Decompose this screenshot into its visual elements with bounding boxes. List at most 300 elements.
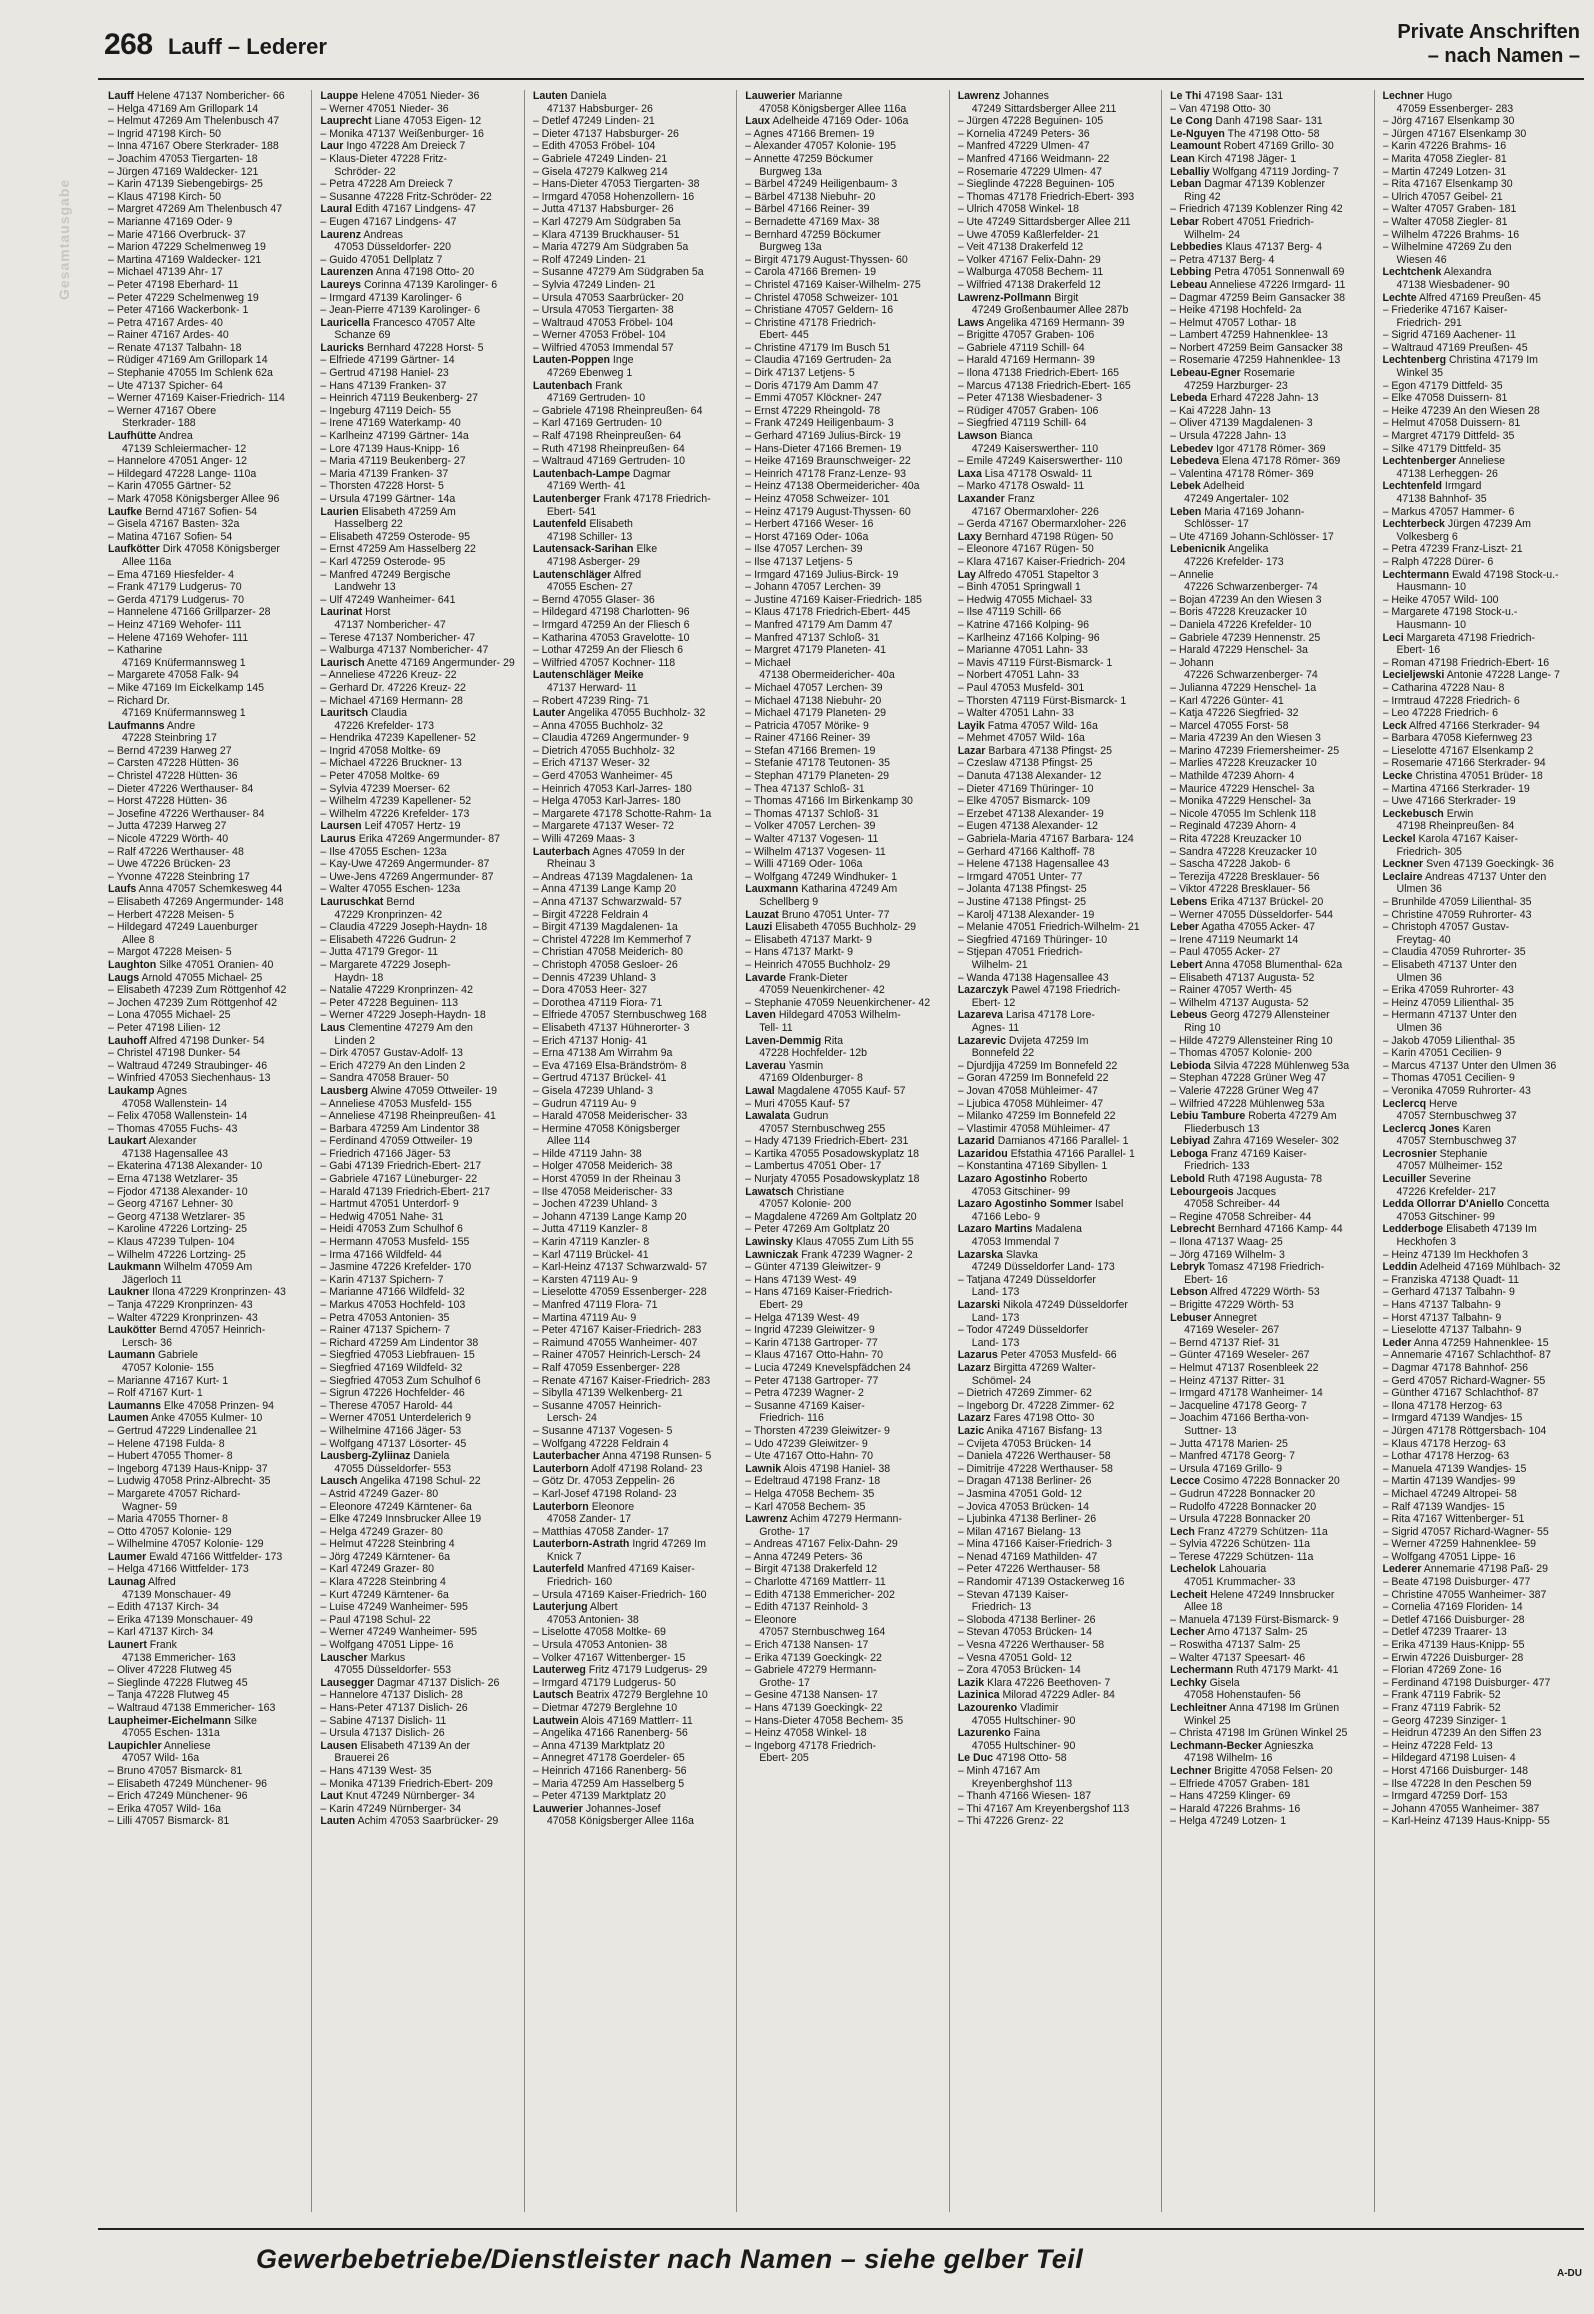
entry-text: – Monika 47229 Henschel- 3a [1170, 795, 1311, 808]
directory-entry [533, 619, 730, 632]
directory-entry [533, 128, 730, 141]
directory-entry [745, 392, 942, 405]
entry-text: – Erich 47279 An den Linden 2 [320, 1059, 466, 1072]
entry-surname: Lechelok [1170, 1563, 1217, 1576]
directory-entry [1383, 770, 1580, 783]
entry-text: – Rainer 47057 Heinrich-Lersch- 24 [532, 1349, 701, 1362]
entry-text: 47226 Schwarzenberger- 74 [1184, 669, 1318, 682]
entry-text: Suttner- 13 [1184, 1424, 1237, 1437]
directory-entry [533, 858, 730, 871]
directory-entry [533, 1060, 730, 1073]
directory-entry [108, 732, 305, 745]
entry-surname: Lauff [108, 90, 134, 102]
directory-entry [1383, 1312, 1580, 1325]
entry-text: – Bernhard 47259 Böckumer [745, 228, 881, 241]
directory-entry [1170, 1324, 1367, 1337]
entry-text: Alexandra [1441, 266, 1492, 279]
directory-entry [320, 669, 517, 682]
directory-entry [745, 543, 942, 556]
directory-entry [533, 1727, 730, 1740]
directory-entry [533, 1702, 730, 1715]
entry-text: Land- 173 [971, 1286, 1020, 1299]
entry-text: – Helmut 47228 Steinbring 4 [320, 1538, 455, 1551]
directory-entry [1383, 745, 1580, 758]
entry-text: – Paul 47053 Musfeld- 301 [957, 681, 1085, 694]
entry-text: – Erna 47138 Am Wirrahm 9a [532, 1047, 673, 1060]
entry-text: – Gerhard 47137 Talbahn- 9 [1382, 1286, 1515, 1299]
entry-text: 47057 Kolonie- 200 [759, 1198, 852, 1211]
directory-entry [958, 972, 1155, 985]
entry-text: Stephanie [1436, 1147, 1488, 1160]
directory-entry [1170, 1463, 1367, 1476]
entry-text: Karola 47167 Kaiser- [1415, 833, 1518, 846]
entry-text: Karen [1459, 1122, 1491, 1135]
directory-entry [320, 1689, 517, 1702]
directory-entry [533, 140, 730, 153]
directory-entry [1383, 1375, 1580, 1388]
entry-text: – Marcel 47055 Forst- 58 [1170, 719, 1289, 732]
entry-text: – Ingeborg 47178 Friedrich- [745, 1739, 877, 1752]
entry-text: – Norbert 47051 Lahn- 33 [957, 669, 1080, 682]
entry-text: – Sandra 47228 Kreuzacker 10 [1170, 845, 1317, 858]
entry-text: Allee 8 [122, 933, 155, 946]
entry-text: Gisela [1206, 1676, 1240, 1689]
directory-entry [1383, 846, 1580, 859]
directory-entry [533, 468, 730, 481]
entry-text: – Ferdinand 47198 Duisburger- 477 [1382, 1676, 1551, 1689]
entry-text: – Erika 47057 Wild- 16a [108, 1802, 222, 1815]
entry-text: – Ralf 47059 Essenberger- 228 [532, 1361, 681, 1374]
entry-text: – Jörg 47167 Elsenkamp 30 [1382, 115, 1515, 128]
directory-entry [533, 1639, 730, 1652]
entry-surname: Lechtenberg [1382, 354, 1447, 367]
entry-text: – Waltraud 47169 Preußen- 45 [1382, 341, 1528, 354]
directory-entry [1170, 896, 1367, 909]
directory-entry [745, 430, 942, 443]
directory-entry [1383, 342, 1580, 355]
directory-entry [108, 1009, 305, 1022]
entry-text: Elisabeth [586, 518, 633, 531]
directory-entry [1383, 279, 1580, 292]
directory-entry [1383, 1123, 1580, 1136]
directory-entry [320, 682, 517, 695]
entry-text: – Monika 47137 Weißenburger- 16 [320, 127, 484, 140]
directory-entry [1170, 1563, 1367, 1576]
directory-entry [958, 392, 1155, 405]
entry-surname: Lazarski [957, 1299, 1001, 1311]
directory-entry [533, 732, 730, 745]
directory-entry [1170, 1060, 1367, 1073]
entry-surname: Lazarus [957, 1349, 998, 1362]
entry-text: – Maria 47055 Thorner- 8 [108, 1513, 228, 1526]
entry-text: – Charlotte 47169 Mattlerr- 11 [745, 1576, 886, 1589]
directory-entry [745, 707, 942, 720]
entry-text: – Thomas 47055 Fuchs- 43 [108, 1122, 238, 1135]
entry-text: – Werner 47259 Hahnenklee- 59 [1382, 1538, 1537, 1551]
directory-entry [533, 745, 730, 758]
entry-surname: Lecrosnier [1382, 1147, 1437, 1160]
entry-text: – Rainer 47057 Werth- 45 [1170, 984, 1292, 997]
directory-entry [958, 808, 1155, 821]
entry-text: – Gabriele 47279 Hermann- [745, 1664, 877, 1677]
entry-text: Elke [633, 543, 658, 556]
directory-entry [320, 1211, 517, 1224]
directory-entry [745, 1652, 942, 1665]
entry-text: – Thomas 47166 Im Birkenkamp 30 [745, 795, 913, 808]
entry-surname: Laufkötter [108, 543, 160, 556]
directory-entry [320, 1538, 517, 1551]
entry-text: – Gudrun 47119 Au- 9 [532, 1097, 637, 1110]
entry-surname: Lautenbach [532, 379, 593, 392]
directory-entry [958, 896, 1155, 909]
entry-surname: Lebedeva [1170, 455, 1219, 468]
directory-entry [533, 518, 730, 531]
directory-entry [1383, 1198, 1580, 1211]
entry-text: – Rita 47228 Kreuzacker 10 [1170, 833, 1302, 846]
directory-entry [745, 1412, 942, 1425]
directory-entry [1170, 959, 1367, 972]
directory-entry [533, 1236, 730, 1249]
entry-text: – Erika 47139 Goeckingk- 22 [745, 1651, 882, 1664]
directory-entry [958, 1072, 1155, 1085]
entry-text: – Christine 47179 Im Busch 51 [745, 341, 891, 354]
directory-entry [958, 569, 1155, 582]
entry-text: – Heinrich 47053 Karl-Jarres- 180 [532, 782, 692, 795]
entry-text: – Rainer 47137 Spichern- 7 [320, 1324, 450, 1337]
entry-text: – Sigrid 47169 Aachener- 11 [1382, 329, 1517, 342]
entry-text: – Bärbel 47138 Niebuhr- 20 [745, 190, 876, 203]
entry-text: 47058 Wallenstein- 14 [122, 1097, 228, 1110]
entry-text: Peter 47053 Musfeld- 66 [997, 1349, 1117, 1362]
entry-text: – Wilhelm 47137 Vogesen- 11 [745, 845, 886, 858]
entry-text: – Nicole 47055 Im Schlenk 118 [1170, 807, 1316, 820]
directory-entry [958, 1715, 1155, 1728]
directory-entry [108, 304, 305, 317]
directory-entry [533, 1425, 730, 1438]
directory-entry [745, 216, 942, 229]
entry-surname: Lauterfeld [532, 1563, 585, 1576]
entry-text: – Egon 47179 Dittfeld- 35 [1382, 379, 1503, 392]
directory-entry [745, 1286, 942, 1299]
directory-entry [320, 556, 517, 569]
entry-text: – Rosemarie 47229 Ulmen- 47 [957, 165, 1102, 178]
entry-text: – Hartmut 47051 Unterdorf- 9 [320, 1198, 459, 1211]
entry-text: – Jasmina 47051 Gold- 12 [957, 1487, 1082, 1500]
entry-text: – Uwe 47059 Kaßlerfelder- 21 [957, 228, 1100, 241]
directory-entry [745, 1387, 942, 1400]
entry-text: Severine [1426, 1173, 1471, 1186]
directory-entry [1170, 480, 1367, 493]
entry-surname: Lauxmann [745, 883, 799, 896]
directory-entry [1383, 556, 1580, 569]
entry-text: – Helga 47058 Bechem- 35 [745, 1487, 875, 1500]
directory-entry [108, 241, 305, 254]
directory-entry [108, 669, 305, 682]
entry-text: – Jürgen 47167 Elsenkamp 30 [1382, 127, 1527, 140]
directory-entry [745, 1752, 942, 1765]
directory-entry [533, 329, 730, 342]
entry-text: – Justine 47169 Kaiser-Friedrich- 185 [745, 593, 922, 606]
entry-text: – Sascha 47228 Jakob- 6 [1170, 858, 1291, 871]
entry-text: 47226 Schwarzenberger- 74 [1184, 581, 1318, 594]
directory-entry [1383, 594, 1580, 607]
entry-text: – Franz 47119 Fabrik- 52 [1382, 1702, 1501, 1714]
directory-entry [1170, 229, 1367, 242]
directory-entry [1383, 1601, 1580, 1614]
directory-entry [108, 1551, 305, 1564]
entry-text: – Ute 47167 Otto-Hahn- 70 [745, 1450, 874, 1463]
entry-surname: Lausen [320, 1739, 358, 1752]
directory-entry [320, 1148, 517, 1161]
entry-text: Andreas [361, 228, 403, 241]
directory-entry [320, 1752, 517, 1765]
entry-text: Christiane [793, 1185, 845, 1198]
directory-entry [533, 1148, 730, 1161]
entry-text: – Elisabeth 47137 Markt- 9 [745, 933, 872, 946]
entry-text: Larisa 47178 Lore- [1003, 1009, 1095, 1022]
entry-text: Achim 47279 Hermann- [787, 1513, 902, 1526]
directory-entry [533, 1047, 730, 1060]
directory-entry [1170, 354, 1367, 367]
entry-text: Andrea [156, 430, 193, 443]
entry-text: – Helmut 47269 Am Thelenbusch 47 [108, 115, 280, 128]
directory-entry [108, 707, 305, 720]
entry-text: – Marie 47166 Overbruck- 37 [108, 228, 246, 241]
entry-text: 47249 Angertaler- 102 [1184, 493, 1289, 505]
entry-text: 47055 Eschen- 27 [546, 581, 633, 594]
entry-text: – Heike 47169 Braunschweiger- 22 [745, 455, 911, 468]
entry-text: – Ingrid 47198 Kirch- 50 [108, 127, 222, 140]
directory-entry [533, 1652, 730, 1665]
entry-text: – Dirk 47137 Letjens- 5 [745, 367, 855, 380]
entry-text: – Hilde 47279 Allensteiner Ring 10 [1170, 1034, 1333, 1047]
entry-text: – Volker 47057 Lerchen- 39 [745, 820, 876, 833]
directory-entry [958, 1324, 1155, 1337]
directory-entry [533, 644, 730, 657]
entry-text: – Heike 47198 Hochfeld- 2a [1170, 304, 1302, 317]
directory-entry [320, 229, 517, 242]
directory-entry [533, 1299, 730, 1312]
entry-surname: Laural [320, 203, 353, 216]
entry-text: – Thomas 47051 Cecilien- 9 [1382, 1072, 1515, 1085]
directory-entry [108, 795, 305, 808]
directory-entry [533, 820, 730, 833]
directory-entry [320, 783, 517, 796]
entry-text: – Christel 47228 Hütten- 36 [108, 770, 238, 783]
directory-entry [108, 1186, 305, 1199]
listing-column [1374, 90, 1586, 2212]
directory-entry [1170, 1312, 1367, 1325]
entry-surname: Lawatsch [745, 1185, 794, 1198]
directory-entry [1383, 1589, 1580, 1602]
directory-entry [745, 632, 942, 645]
directory-entry [745, 417, 942, 430]
directory-entry [1170, 1186, 1367, 1199]
entry-text: – Lieselotte 47167 Elsenkamp 2 [1382, 744, 1534, 757]
entry-text: – Ferdinand 47059 Ottweiler- 19 [320, 1135, 473, 1148]
entry-text: – Christoph 47058 Gesloer- 26 [532, 958, 678, 971]
entry-text: – Hannelore 47137 Dislich- 28 [320, 1689, 463, 1702]
entry-text: – Klaus 47178 Friedrich-Ebert- 445 [745, 606, 911, 619]
entry-surname: Lebens [1170, 896, 1208, 908]
entry-text: Anke 47055 Kulmer- 10 [148, 1412, 263, 1425]
entry-surname: Leci [1382, 631, 1404, 644]
directory-entry [108, 896, 305, 909]
directory-entry [320, 984, 517, 997]
entry-text: – Annelie [1170, 568, 1214, 581]
directory-entry [1170, 695, 1367, 708]
directory-entry [108, 1778, 305, 1791]
directory-entry [320, 203, 517, 216]
directory-entry [1170, 984, 1367, 997]
entry-text: Kreyenberghshof 113 [971, 1777, 1073, 1790]
entry-text: – Marcus 47138 Friedrich-Ebert- 165 [957, 379, 1131, 392]
directory-entry [320, 1085, 517, 1098]
entry-surname: Lautenbach-Lampe [532, 467, 630, 480]
entry-text: – Michael 47169 Hermann- 28 [320, 694, 463, 707]
entry-text: 47057 Kolonie- 155 [122, 1361, 214, 1374]
directory-entry [533, 657, 730, 670]
directory-entry [1170, 795, 1367, 808]
directory-entry [533, 1387, 730, 1400]
directory-entry [958, 229, 1155, 242]
directory-entry [108, 1160, 305, 1173]
directory-entry [745, 1689, 942, 1702]
entry-text: Elke 47058 Prinzen- 94 [160, 1399, 275, 1412]
directory-entry [1383, 581, 1580, 594]
directory-entry [1383, 417, 1580, 430]
directory-entry [1170, 833, 1367, 846]
directory-entry [108, 1211, 305, 1224]
directory-entry [533, 594, 730, 607]
entry-text: – Wolfgang 47228 Feldrain 4 [532, 1437, 669, 1450]
entry-text: – Ingrid 47239 Gleiwitzer- 9 [745, 1324, 875, 1337]
entry-text: Daniela [567, 90, 607, 102]
directory-entry [320, 896, 517, 909]
directory-entry [320, 480, 517, 493]
directory-entry [320, 959, 517, 972]
entry-surname: Laxy [957, 530, 982, 543]
entry-text: – Margot 47228 Meisen- 5 [108, 946, 232, 959]
directory-entry [533, 1614, 730, 1627]
entry-text: – Wanda 47138 Hagensallee 43 [957, 971, 1109, 984]
entry-text: – Jürgen 47228 Beguinen- 105 [957, 115, 1104, 128]
directory-entry [533, 1274, 730, 1287]
entry-text: – Emmi 47057 Klöckner- 247 [745, 392, 882, 405]
directory-entry [1383, 1211, 1580, 1224]
entry-text: – Georg 47239 Sinziger- 1 [1382, 1714, 1507, 1727]
entry-text: – Heinz 47137 Ritter- 31 [1170, 1374, 1285, 1387]
entry-text: Alfred 47169 Preußen- 45 [1416, 291, 1541, 304]
entry-text: Lahouaria [1216, 1563, 1267, 1576]
entry-surname: Laukmann [108, 1261, 161, 1274]
directory-entry [320, 241, 517, 254]
entry-text: – Klara 47139 Bruckhauser- 51 [532, 228, 680, 241]
entry-text: – Klaus 47167 Otto-Hahn- 70 [745, 1349, 884, 1362]
entry-text: – Heidrun 47239 An den Siffen 23 [1382, 1727, 1542, 1740]
directory-entry [745, 380, 942, 393]
entry-surname: Lebert [1170, 958, 1203, 971]
entry-text: – Eleonore [745, 1613, 797, 1626]
entry-text: – Brunhilde 47059 Lilienthal- 35 [1382, 896, 1532, 908]
directory-entry [108, 833, 305, 846]
directory-entry [108, 1601, 305, 1614]
entry-text: – Wilfried 47057 Kochner- 118 [532, 656, 676, 669]
entry-text: – Sieglinde 47228 Flutweg 45 [108, 1676, 248, 1689]
entry-text: – Hermann 47137 Unter den [1382, 1009, 1517, 1022]
directory-entry [533, 946, 730, 959]
listing-columns [100, 90, 1586, 2212]
directory-entry [958, 921, 1155, 934]
entry-text: Klaus 47055 Zum Lith 55 [792, 1236, 914, 1249]
entry-text: – Kurt 47249 Kärntener- 6a [320, 1588, 449, 1601]
entry-text: – Karolj 47138 Alexander- 19 [957, 908, 1095, 921]
entry-text: 47139 Schleiermacher- 12 [122, 442, 247, 455]
entry-text: Klaus 47137 Berg- 4 [1222, 241, 1323, 254]
directory-entry [320, 1299, 517, 1312]
directory-entry [320, 1715, 517, 1728]
entry-text: Adolf 47198 Roland- 23 [588, 1462, 703, 1475]
entry-text: 47057 Sternbuschweg 164 [759, 1626, 886, 1639]
entry-text: – Georg 47138 Wetzlarer- 35 [108, 1210, 246, 1223]
directory-entry [1383, 241, 1580, 254]
entry-text: – Walter 47055 Eschen- 123a [320, 883, 461, 896]
directory-entry [320, 632, 517, 645]
entry-text: Petra 47051 Sonnenwall 69 [1211, 266, 1345, 279]
entry-text: – Katja 47226 Siegfried- 32 [1170, 707, 1299, 720]
directory-entry [958, 405, 1155, 418]
directory-entry [1383, 1400, 1580, 1413]
entry-surname: Lazarid [957, 1135, 995, 1148]
directory-entry [108, 606, 305, 619]
directory-entry [958, 732, 1155, 745]
entry-text: 47055 Düsseldorfer- 553 [334, 1664, 452, 1677]
directory-entry [1170, 1740, 1367, 1753]
entry-text: – Terese 47137 Nombericher- 47 [320, 631, 476, 644]
entry-text: – Otto 47057 Kolonie- 129 [108, 1525, 232, 1538]
entry-text: – Katharina 47053 Gravelotte- 10 [532, 631, 690, 644]
entry-text: – Stephan 47228 Grüner Weg 47 [1170, 1072, 1326, 1085]
directory-entry [1170, 997, 1367, 1010]
directory-entry [1383, 1425, 1580, 1438]
directory-entry [1170, 531, 1367, 544]
entry-text: Hildegard 47053 Wilhelm- [775, 1009, 901, 1022]
entry-text: – Irene 47169 Waterkamp- 40 [320, 417, 461, 430]
entry-text: – Gerhard 47169 Julius-Birck- 19 [745, 430, 901, 443]
entry-text: Heckhofen 3 [1396, 1236, 1457, 1249]
entry-text: Elisabeth 47259 Am [358, 505, 456, 518]
entry-surname: Lebbedies [1170, 241, 1223, 254]
entry-text: 47169 Knüfermannsweg 1 [122, 656, 246, 669]
directory-entry [108, 1563, 305, 1576]
entry-surname: Lauterborn [532, 1462, 589, 1475]
entry-text: Corinna 47139 Karolinger- 6 [361, 278, 498, 291]
entry-text: – Helga 47139 West- 49 [745, 1311, 860, 1324]
entry-text: Rosemarie [1240, 367, 1295, 380]
directory-entry [533, 1072, 730, 1085]
entry-text: 47198 Asberger- 29 [546, 555, 640, 568]
directory-entry [1383, 632, 1580, 645]
entry-text: The 47198 Otto- 58 [1224, 127, 1320, 140]
directory-entry [745, 846, 942, 859]
entry-text: – Christel 47058 Schweizer- 101 [745, 291, 899, 304]
entry-text: – Karl 47279 Am Südgraben 5a [532, 215, 681, 228]
entry-text: – Manfred 47229 Ulmen- 47 [957, 140, 1090, 153]
directory-entry [745, 1601, 942, 1614]
entry-text: Fatma 47057 Wild- 16a [984, 719, 1098, 732]
directory-entry [958, 140, 1155, 153]
entry-text: Slavka [1003, 1248, 1038, 1261]
